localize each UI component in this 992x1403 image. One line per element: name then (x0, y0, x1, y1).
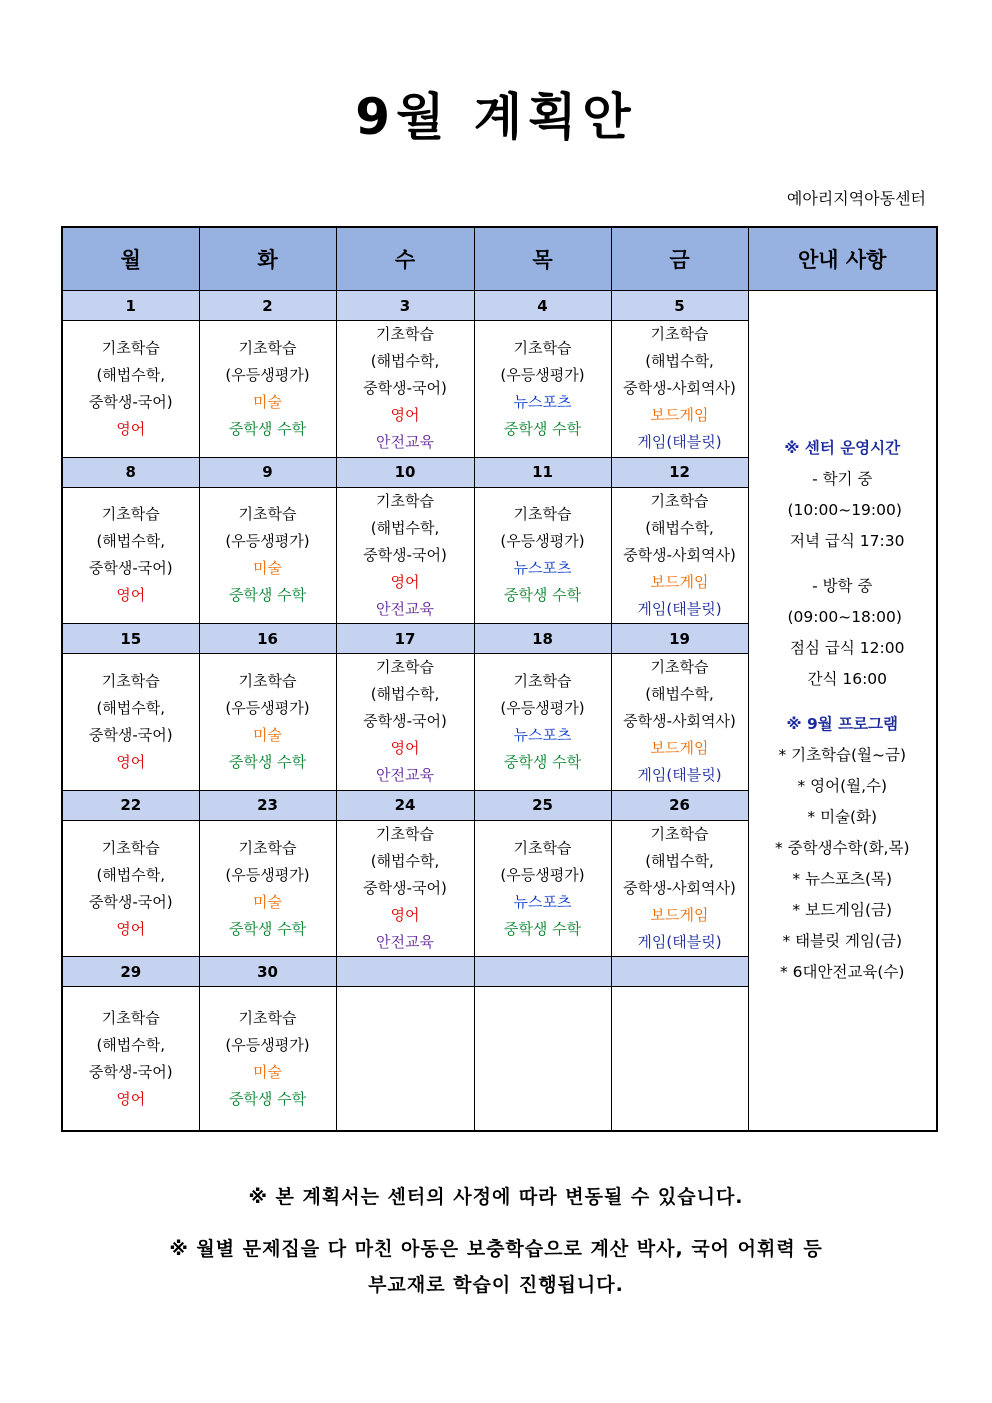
activity-line: 중학생 수학 (228, 1089, 307, 1108)
activity-line: (해법수학, (96, 532, 166, 551)
activity-cell-mon (62, 321, 199, 457)
spacer (749, 695, 937, 709)
activity-cell-thu (474, 487, 611, 623)
activity-line: 기초학습 (101, 338, 160, 357)
activity-cell-tue (199, 654, 336, 790)
activity-line: 중학생-국어) (88, 1062, 173, 1081)
weekday-header-row (62, 227, 937, 291)
activity-line: 기초학습 (238, 838, 297, 857)
program-item: * 뉴스포츠(목) (792, 870, 893, 888)
activity-line: 뉴스포츠 (513, 392, 572, 411)
date-cell-wed: 3 (336, 291, 474, 321)
activity-line: 미술 (253, 392, 282, 411)
activity-line: (우등생평가) (225, 698, 310, 717)
activity-line: 기초학습 (238, 1008, 297, 1027)
activity-line: 영어 (390, 406, 420, 425)
date-cell-mon: 8 (62, 457, 199, 487)
date-cell-thu (474, 957, 611, 987)
activity-line: 기초학습 (376, 325, 434, 344)
activity-line: (해법수학, (645, 852, 714, 871)
activity-line: (우등생평가) (225, 1035, 310, 1054)
activity-cell-thu (474, 820, 611, 956)
date-cell-fri: 5 (611, 291, 748, 321)
activity-line: (해법수학, (645, 518, 714, 537)
activity-line: 기초학습 (101, 505, 160, 524)
activity-line: 중학생 수학 (228, 752, 307, 771)
activity-line: 기초학습 (238, 505, 297, 524)
activity-line: 기초학습 (376, 825, 434, 844)
activity-cell-fri (611, 820, 748, 956)
activity-line: 미술 (253, 1062, 282, 1081)
organization-name: 예아리지역아동센터 (786, 189, 926, 208)
activity-line: (우등생평가) (500, 865, 585, 884)
activity-line: 영어 (390, 906, 420, 925)
activity-line: (우등생평가) (500, 532, 585, 551)
header-tue: 화 (199, 227, 336, 291)
vacation-lunch: 점심 급식 12:00 (790, 639, 905, 657)
activity-cell-wed (336, 820, 474, 956)
program-item: * 영어(월,수) (797, 777, 888, 795)
date-cell-thu: 25 (474, 790, 611, 820)
activity-line: 중학생-국어) (88, 392, 173, 411)
date-cell-fri: 19 (611, 624, 748, 654)
activity-line: 기초학습 (513, 338, 572, 357)
activity-cell-fri (611, 321, 748, 457)
date-cell-mon: 29 (62, 957, 199, 987)
date-cell-thu: 4 (474, 291, 611, 321)
activity-line: 기초학습 (238, 671, 297, 690)
header-wed: 수 (336, 227, 474, 291)
activity-line: 중학생 수학 (503, 586, 582, 605)
date-cell-thu: 11 (474, 457, 611, 487)
program-item: * 중학생수학(화,목) (774, 839, 910, 857)
activity-line: 영어 (116, 919, 146, 938)
activity-line: 영어 (390, 572, 420, 591)
activity-line: 중학생-국어) (88, 892, 173, 911)
activity-line: 중학생 수학 (228, 919, 307, 938)
activity-line: 게임(태블릿) (637, 933, 722, 952)
activity-line: 기초학습 (238, 338, 297, 357)
activity-line: 보드게임 (650, 572, 709, 591)
activity-cell-tue (199, 987, 336, 1131)
activity-line: (해법수학, (645, 685, 714, 704)
activity-line: 기초학습 (650, 325, 709, 344)
activity-line: 게임(태블릿) (637, 433, 722, 452)
activity-line: 기초학습 (513, 838, 572, 857)
activity-cell-tue (199, 487, 336, 623)
program-heading: ※ 9월 프로그램 (786, 715, 898, 733)
vacation-snack: 간식 16:00 (807, 670, 888, 688)
activity-line: (우등생평가) (225, 365, 310, 384)
activity-line: (우등생평가) (500, 365, 585, 384)
date-cell-thu: 18 (474, 624, 611, 654)
activity-cell-mon (62, 654, 199, 790)
activity-line: 중학생-사회역사) (623, 379, 736, 398)
activity-line: (해법수학, (96, 365, 166, 384)
activity-line: 영어 (390, 739, 420, 758)
activity-cell-tue (199, 321, 336, 457)
activity-line: 중학생-국어) (88, 725, 173, 744)
activity-line: 기초학습 (650, 491, 709, 510)
activity-cell-mon (62, 487, 199, 623)
monthly-schedule-table (61, 226, 938, 1132)
activity-cell-wed (336, 987, 474, 1131)
activity-line: 중학생 수학 (228, 419, 307, 438)
page-title: 9월 계획안 (355, 88, 637, 146)
date-cell-tue: 9 (199, 457, 336, 487)
date-cell-wed: 17 (336, 624, 474, 654)
activity-line: 기초학습 (101, 838, 160, 857)
hours-heading: ※ 센터 운영시간 (784, 439, 901, 457)
activity-line: 게임(태블릿) (637, 599, 722, 618)
activity-cell-fri (611, 654, 748, 790)
activity-line: (해법수학, (370, 518, 440, 537)
date-cell-wed: 10 (336, 457, 474, 487)
date-cell-mon: 15 (62, 624, 199, 654)
program-item: * 태블릿 게임(금) (782, 932, 903, 950)
activity-line: 보드게임 (650, 406, 709, 425)
activity-line: 중학생-국어) (363, 379, 447, 398)
activity-line: (해법수학, (370, 685, 440, 704)
activity-line: 중학생-사회역사) (623, 712, 736, 731)
activity-line: 영어 (116, 1089, 146, 1108)
activity-line: 보드게임 (650, 739, 709, 758)
activity-cell-thu (474, 987, 611, 1131)
date-cell-mon: 22 (62, 790, 199, 820)
activity-line: 중학생-국어) (363, 545, 447, 564)
activity-cell-wed (336, 487, 474, 623)
activity-line: 중학생-사회역사) (623, 545, 736, 564)
activity-line: 중학생-사회역사) (623, 879, 736, 898)
activity-line: 중학생 수학 (503, 752, 582, 771)
activity-line: 기초학습 (650, 658, 709, 677)
activity-cell-thu (474, 321, 611, 457)
activity-cell-wed (336, 654, 474, 790)
program-item: * 미술(화) (807, 808, 878, 826)
date-cell-fri: 26 (611, 790, 748, 820)
date-cell-tue: 23 (199, 790, 336, 820)
activity-cell-mon (62, 820, 199, 956)
activity-line: (우등생평가) (500, 698, 585, 717)
activity-line: 영어 (116, 419, 146, 438)
date-cell-mon: 1 (62, 291, 199, 321)
activity-line: 중학생 수학 (503, 419, 582, 438)
date-cell-fri (611, 957, 748, 987)
notice-panel (748, 291, 937, 1132)
date-cell-tue: 30 (199, 957, 336, 987)
activity-cell-fri (611, 487, 748, 623)
semester-dinner: 저녁 급식 17:30 (790, 532, 905, 550)
activity-line: 중학생 수학 (228, 586, 307, 605)
activity-line: 기초학습 (376, 658, 434, 677)
activity-line: 안전교육 (376, 599, 434, 618)
date-cell-tue: 2 (199, 291, 336, 321)
footer-note-3: 부교재로 학습이 진행됩니다. (368, 1274, 624, 1296)
activity-line: 중학생-국어) (88, 559, 173, 578)
header-fri: 금 (611, 227, 748, 291)
activity-line: 뉴스포츠 (513, 559, 572, 578)
activity-cell-wed (336, 321, 474, 457)
date-cell-wed (336, 957, 474, 987)
activity-line: 미술 (253, 725, 282, 744)
activity-line: 안전교육 (376, 933, 434, 952)
program-item: * 6대안전교육(수) (780, 963, 905, 981)
activity-line: 영어 (116, 752, 146, 771)
spacer (749, 557, 937, 571)
activity-cell-fri (611, 987, 748, 1131)
date-row (62, 291, 937, 321)
footer-note-1: ※ 본 계획서는 센터의 사정에 따라 변동될 수 있습니다. (248, 1186, 744, 1208)
header-notice: 안내 사항 (748, 227, 937, 291)
activity-line: (해법수학, (96, 1035, 166, 1054)
semester-label: - 학기 중 (812, 470, 873, 488)
header-thu: 목 (474, 227, 611, 291)
activity-cell-thu (474, 654, 611, 790)
program-item: * 기초학습(월~금) (778, 746, 907, 764)
date-cell-fri: 12 (611, 457, 748, 487)
activity-line: 안전교육 (376, 766, 434, 785)
activity-line: 보드게임 (650, 906, 709, 925)
activity-line: (해법수학, (645, 352, 714, 371)
activity-line: (우등생평가) (225, 865, 310, 884)
vacation-label: - 방학 중 (812, 577, 873, 595)
activity-line: 미술 (253, 892, 282, 911)
activity-line: 기초학습 (650, 825, 709, 844)
activity-line: 안전교육 (376, 433, 434, 452)
activity-line: 중학생-국어) (363, 712, 447, 731)
activity-line: (해법수학, (96, 865, 166, 884)
activity-line: 기초학습 (513, 505, 572, 524)
activity-line: (해법수학, (370, 852, 440, 871)
activity-cell-tue (199, 820, 336, 956)
activity-line: 미술 (253, 559, 282, 578)
activity-line: (해법수학, (96, 698, 166, 717)
activity-cell-mon (62, 987, 199, 1131)
semester-time: (10:00~19:00) (782, 501, 902, 519)
activity-line: 중학생 수학 (503, 919, 582, 938)
activity-line: 게임(태블릿) (637, 766, 722, 785)
program-item: * 보드게임(금) (792, 901, 893, 919)
activity-line: 중학생-국어) (363, 879, 447, 898)
activity-line: 뉴스포츠 (513, 725, 572, 744)
header-mon: 월 (62, 227, 199, 291)
activity-line: (우등생평가) (225, 532, 310, 551)
date-cell-wed: 24 (336, 790, 474, 820)
vacation-time: (09:00~18:00) (782, 608, 902, 626)
activity-line: 뉴스포츠 (513, 892, 572, 911)
activity-line: 기초학습 (101, 671, 160, 690)
activity-line: 기초학습 (101, 1008, 160, 1027)
activity-line: 기초학습 (376, 491, 434, 510)
date-cell-tue: 16 (199, 624, 336, 654)
activity-line: 영어 (116, 586, 146, 605)
footer-note-2: ※ 월별 문제집을 다 마친 아동은 보충학습으로 계산 박사, 국어 어휘력 등 (169, 1238, 823, 1260)
activity-line: 기초학습 (513, 671, 572, 690)
activity-line: (해법수학, (370, 352, 440, 371)
